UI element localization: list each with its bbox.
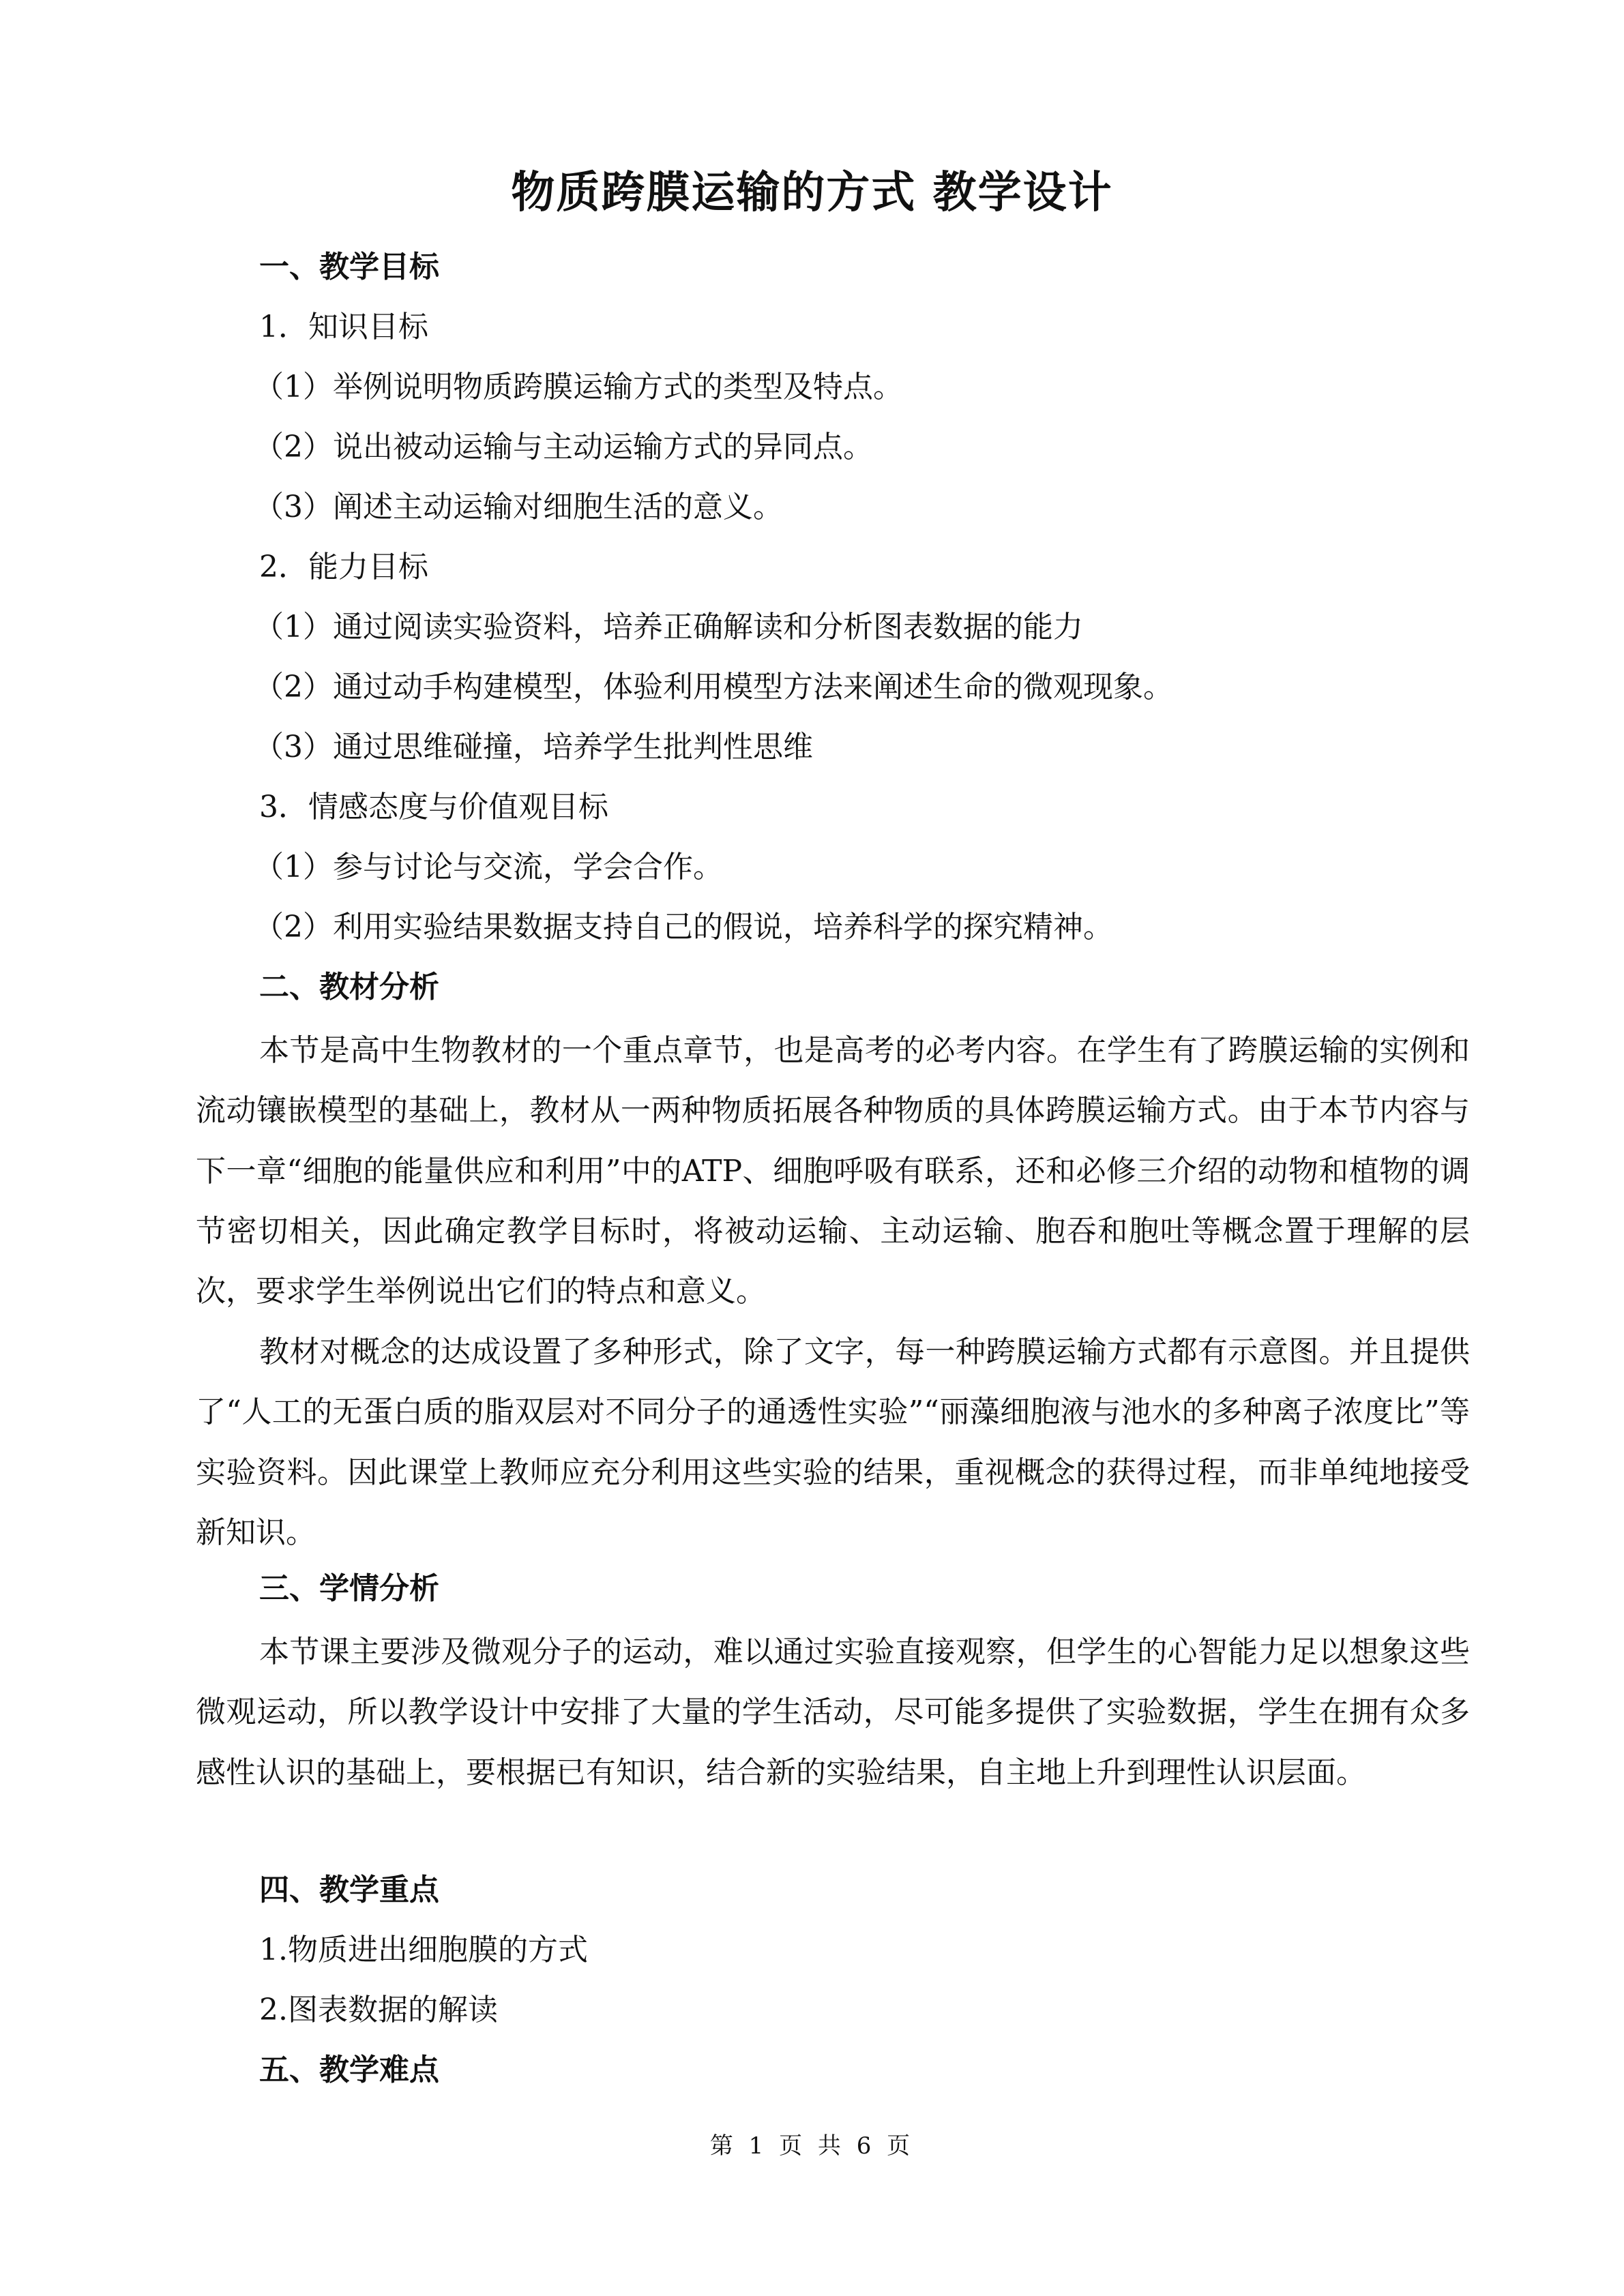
- section-heading-key-points: 四、教学重点: [259, 1873, 439, 1907]
- section-heading-students: 三、学情分析: [259, 1571, 439, 1606]
- section-heading-objectives: 一、教学目标: [259, 250, 439, 284]
- list-item: 2.图表数据的解读: [259, 1993, 498, 2027]
- subheading-values: 3．情感态度与价值观目标: [259, 790, 608, 824]
- list-item: 1.物质进出细胞膜的方式: [259, 1933, 588, 1967]
- list-item: （2）通过动手构建模型，体验利用模型方法来阐述生命的微观现象。: [254, 670, 1173, 704]
- page-number: 第 1 页 共 6 页: [709, 2132, 915, 2160]
- list-item: （2）利用实验结果数据支持自己的假说，培养科学的探究精神。: [254, 910, 1113, 944]
- page-title: 物质跨膜运输的方式 教学设计: [511, 168, 1113, 218]
- section-heading-difficulties: 五、教学难点: [259, 2053, 439, 2087]
- paragraph-students: 本节课主要涉及微观分子的运动，难以通过实验直接观察，但学生的心智能力足以想象这些微观运动，所以教学设计中安排了大量的学生活动，尽可能多提供了实验数据，学生在拥有众多感性认识的基础上，要根据已有知识，结合新的实验结果，自主地上升到理性认识层面。: [196, 1635, 1470, 1790]
- section-heading-materials: 二、教材分析: [259, 970, 439, 1004]
- list-item: （1）举例说明物质跨膜运输方式的类型及特点。: [254, 370, 903, 404]
- subheading-ability: 2．能力目标: [259, 550, 428, 584]
- subheading-knowledge: 1．知识目标: [259, 310, 428, 344]
- list-item: （3）阐述主动运输对细胞生活的意义。: [254, 490, 783, 524]
- list-item: （1）参与讨论与交流，学会合作。: [254, 850, 723, 884]
- list-item: （2）说出被动运输与主动运输方式的异同点。: [254, 430, 873, 464]
- list-item: （1）通过阅读实验资料，培养正确解读和分析图表数据的能力: [254, 610, 1083, 644]
- paragraph-materials-2: 教材对概念的达成设置了多种形式，除了文字，每一种跨膜运输方式都有示意图。并且提供了“人工的无蛋白质的脂双层对不同分子的通透性实验”“丽藻细胞液与池水的多种离子浓度比”等实验资料。因此课堂上教师应充分利用这些实验的结果，重视概念的获得过程，而非单纯地接受新知识。: [196, 1335, 1470, 1550]
- list-item: （3）通过思维碰撞，培养学生批判性思维: [254, 730, 813, 764]
- paragraph-materials-1: 本节是高中生物教材的一个重点章节，也是高考的必考内容。在学生有了跨膜运输的实例和流动镶嵌模型的基础上，教材从一两种物质拓展各种物质的具体跨膜运输方式。由于本节内容与下一章“细胞的能量供应和利用”中的ATP、细胞呼吸有联系，还和必修三介绍的动物和植物的调节密切相关，因此确定教学目标时，将被动运输、主动运输、胞吞和胞吐等概念置于理解的层次，要求学生举例说出它们的特点和意义。: [196, 1033, 1470, 1309]
